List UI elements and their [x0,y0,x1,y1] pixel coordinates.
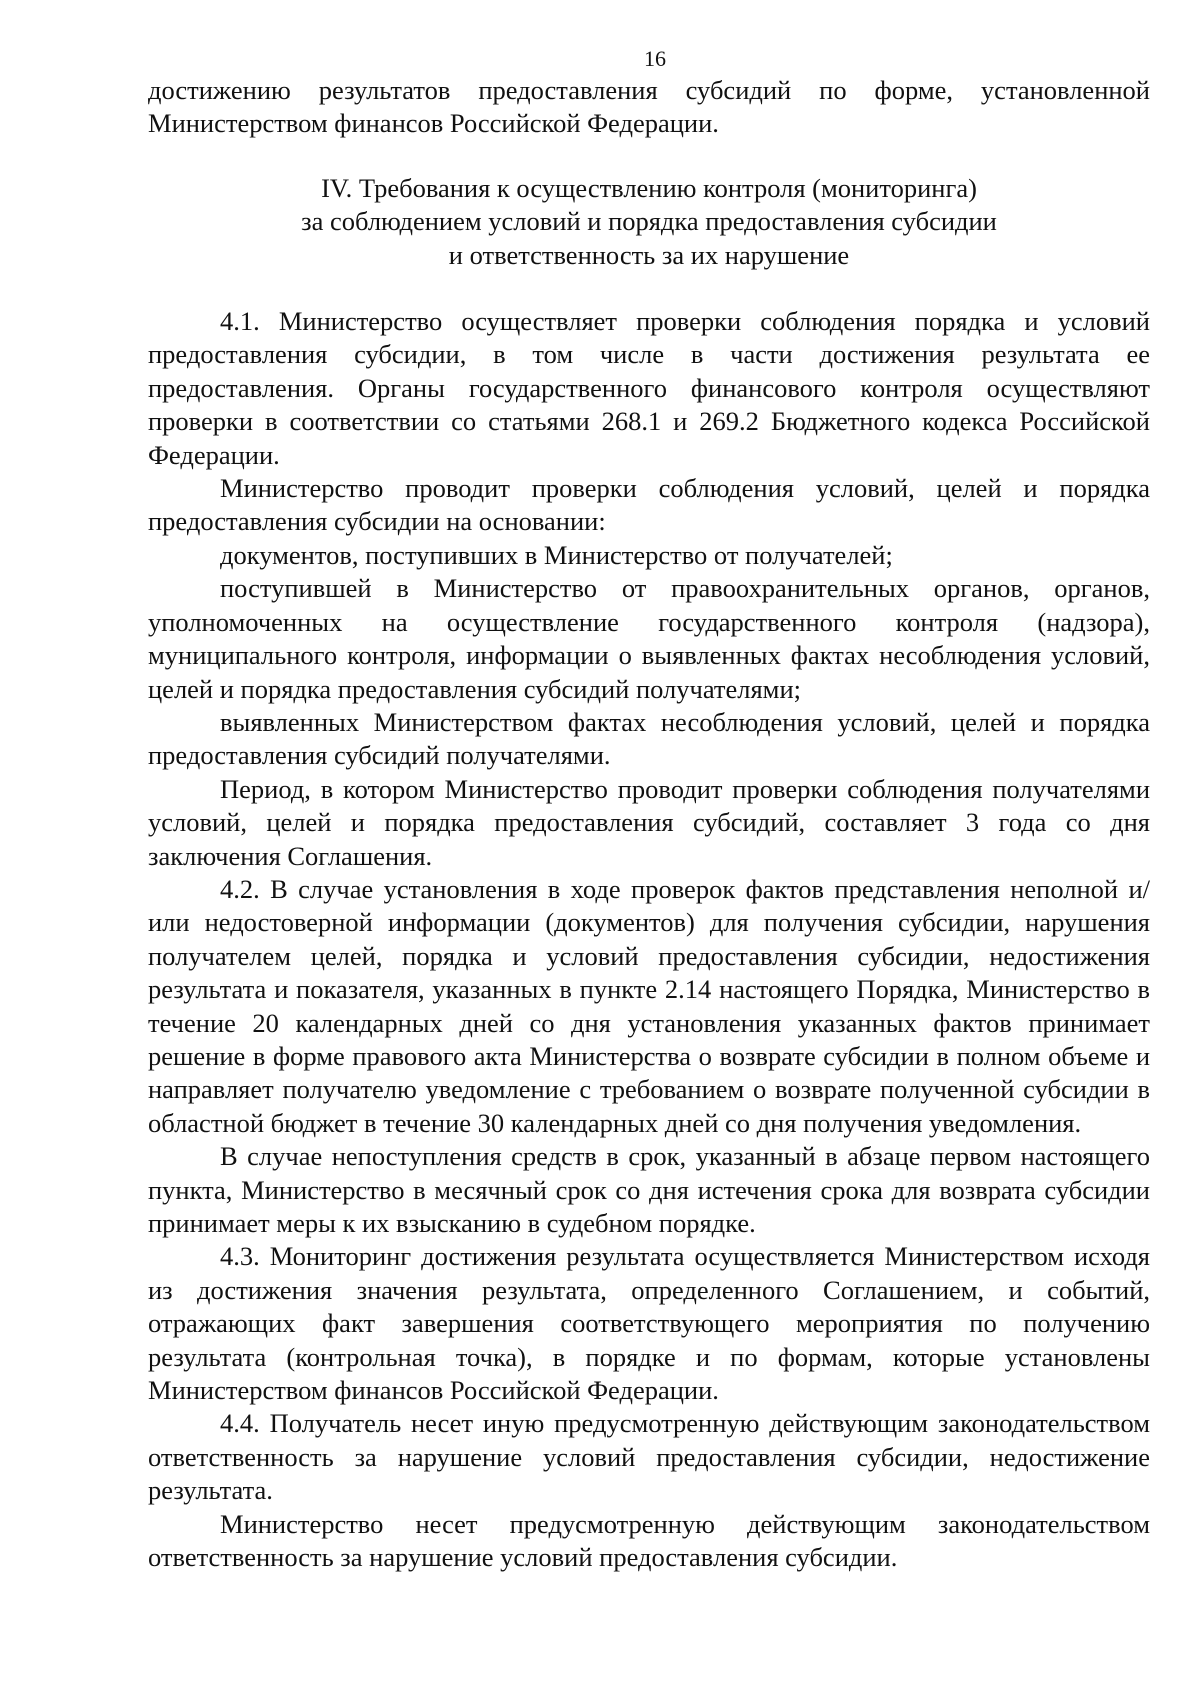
paragraph-basis-ministry-findings: выявленных Министерством фактах несоблюдения условий, целей и порядка предоставления субсидий получателями. [148,706,1150,771]
paragraph-check-period: Период, в котором Министерство проводит проверки соблюдения получателями условий, целей и порядка предоставления субсидий, составляет 3 года со дня заключения Соглашения. [148,773,1150,871]
page-number: 16 [644,46,666,71]
paragraph-4-1: 4.1. Министерство осуществляет проверки соблюдения порядка и условий предоставления субсидии, в том числе в части достижения результата ее предоставления. Органы государственного финансового контроля осуществляют проверки в соответствии со статьями 268.1 и 269.2 Бюджетного кодекса Российской Федерации. [148,306,1150,470]
section-heading-line-1: IV. Требования к осуществлению контроля (мониторинга) [321,172,977,203]
paragraph-non-receipt: В случае непоступления средств в срок, указанный в абзаце первом настоящего пункта, Министерство в месячный срок со дня истечения срока для возврата субсидии принимает меры к их взысканию в судебном порядке. [148,1141,1150,1238]
paragraph-4-2: 4.2. В случае установления в ходе проверок фактов представления неполной и/или недостоверной информации (документов) для получения субсидии, нарушения получателем целей, порядка и условий предоставления субсидии, недостижения результата и показателя, указанных в пункте 2.14 настоящего Порядка, Министерство в течение 20 календарных дней со дня установления указанных фактов принимает решение в форме правового акта Министерства о возврате субсидии в полном объеме и направляет получателю уведомление с требованием о возврате полученной субсидии в областной бюджет в течение 30 календарных дней со дня получения уведомления. [148,873,1150,1138]
paragraph-basis-law-enforcement: поступившей в Министерство от правоохранительных органов, органов, уполномоченных на осуществление государственного контроля (надзора), муниципального контроля, информации о выявленных фактах несоблюдения условий, целей и порядка предоставления субсидий получателями; [148,573,1150,704]
section-heading-line-3: и ответственность за их нарушение [448,239,850,270]
paragraph-4-3: 4.3. Мониторинг достижения результата осуществляется Министерством исходя из достижения значения результата, определенного Соглашением, и событий, отражающих факт завершения соответствующего мероприятия по получению результата (контрольная точка), в порядке и по формам, которые установлены Министерством финансов Российской Федерации. [148,1241,1150,1406]
paragraph-checks-basis: Министерство проводит проверки соблюдения условий, целей и порядка предоставления субсидии на основании: [148,473,1150,537]
paragraph-basis-documents: документов, поступивших в Министерство от получателей; [220,539,893,570]
section-heading-line-2: за соблюдением условий и порядка предоставления субсидии [301,206,997,237]
paragraph-continuation: достижению результатов предоставления субсидий по форме, установленной Министерством финансов Российской Федерации. [148,75,1150,139]
paragraph-ministry-responsibility: Министерство несет предусмотренную действующим законодательством ответственность за нарушение условий предоставления субсидии. [148,1508,1150,1573]
section-heading [148,172,1150,272]
document-page [148,44,1150,1574]
paragraph-4-4: 4.4. Получатель несет иную предусмотренную действующим законодательством ответственность за нарушение условий предоставления субсидии, недостижение результата. [148,1408,1150,1506]
